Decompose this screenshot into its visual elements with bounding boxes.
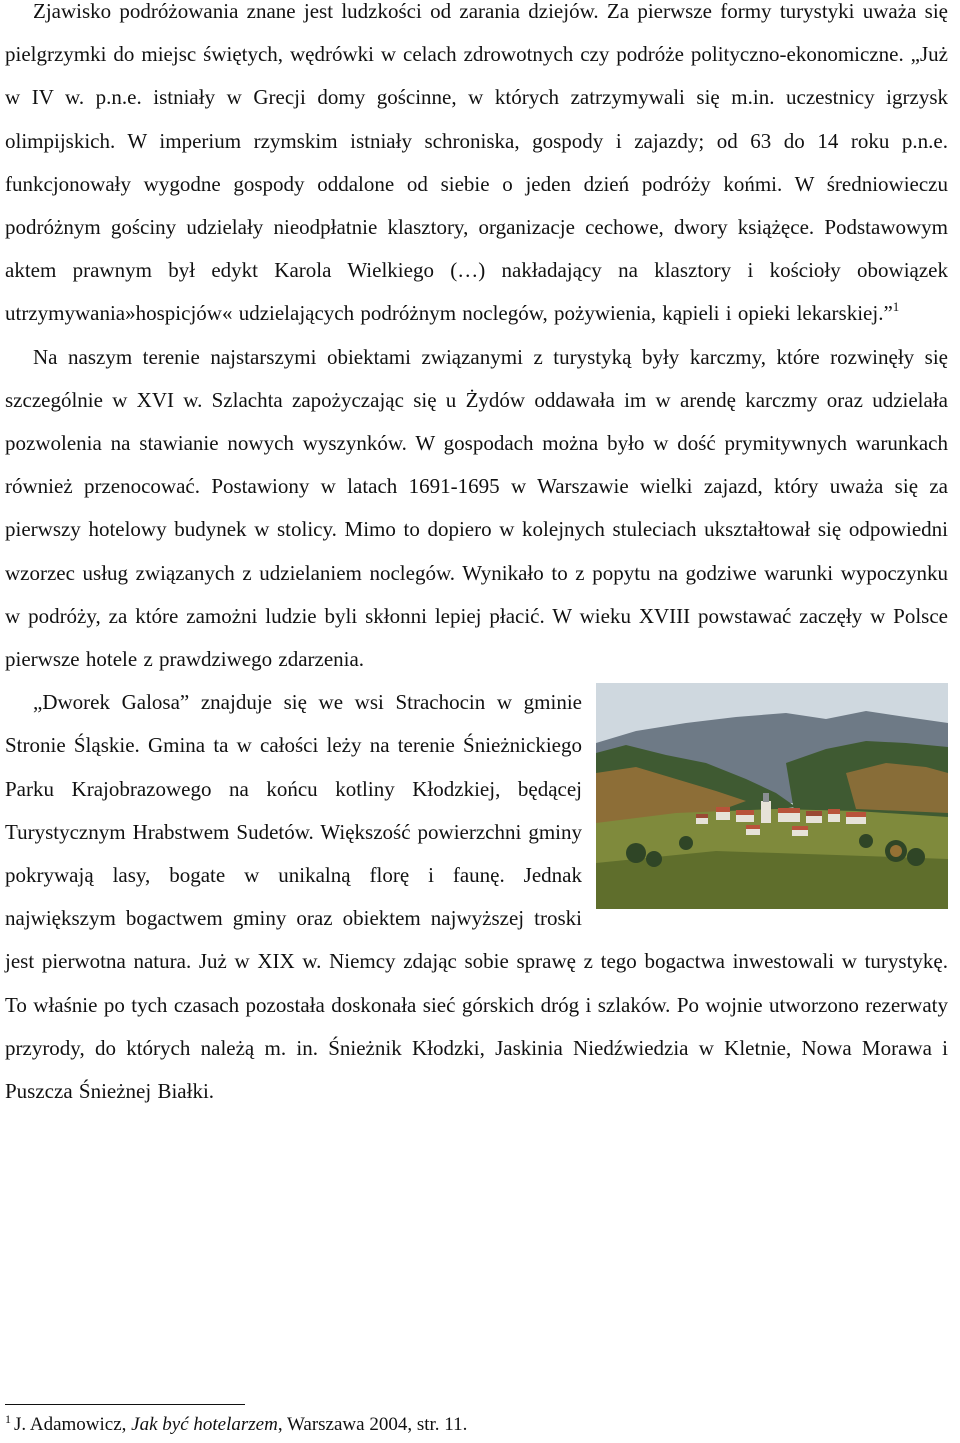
landscape-photo-image [596,683,948,909]
document-page [5,0,948,1113]
footnote [5,1412,467,1438]
paragraph-dworek [5,681,948,1113]
paragraph-inns: Na naszym terenie najstarszymi obiektami związanymi z turystyką były karczmy, które rozwinęły się szczególnie w XVI w. Szlachta zapożyczając się u Żydów oddawała im w arendę karczmy oraz udzielała pozwolenia na stawianie nowych wyszynków. W gospodach można było w dość prymitywnych warunkach również przenocować. Postawiony w latach 1691-1695 w Warszawie wielki zajazd, który uważa się za pierwszy hotelowy budynek w stolicy. Mimo to dopiero w kolejnych stuleciach ukształtował się odpowiedni wzorzec usług związanych z udzielaniem noclegów. Wynikało to z popytu na godziwe warunki wypoczynku w podróży, za które zamożni ludzie byli skłonni lepiej płacić. W wieku XVIII powstawać zaczęły w Polsce pierwsze hotele z prawdziwego zdarzenia. [5,344,948,672]
footnote-reference[interactable]: 1 [892,299,900,315]
footnote-title: Jak być hotelarzem [131,1414,278,1435]
footnote-number: 1 [5,1412,11,1426]
footnote-author: J. Adamowicz, [14,1414,132,1435]
paragraph-dworek-text: „Dworek Galosa” znajduje się we wsi Strachocin w gminie Stronie Śląskie. Gmina ta w całości leży na terenie Śnieżnickiego Parku Krajobrazowego na końcu kotliny Kłodzkiej, będącej Turystycznym Hrabstwem Sudetów. Większość powierzchni gminy pokrywają lasy, bogate w unikalną florę i faunę. Jednak największym bogactwem gminy oraz obiektem najwyższej troski jest pierwotna natura. Już w XIX w. Niemcy zdając sobie sprawę z tego bogactwa inwestowali w turystykę. To właśnie po tych czasach pozostała doskonała sieć górskich dróg i szlaków. Po wojnie utworzono rezerwaty przyrody, do których należą m. in. Śnieżnik Kłodzki, Jaskinia Niedźwiedzia w Kletnie, Nowa Morawa i Puszcza Śnieżnej Białki. [5,690,948,1104]
footnote-divider [5,1404,245,1405]
footnote-details: , Warszawa 2004, str. 11. [277,1414,468,1435]
paragraph-history-text: Zjawisko podróżowania znane jest ludzkości od zarania dziejów. Za pierwsze formy turystyki uważa się pielgrzymki do miejsc świętych, wędrówki w celach zdrowotnych czy podróże polityczno-ekonomiczne. „Już w IV w. p.n.e. istniały w Grecji domy gościnne, w których zatrzymywali się m.in. uczestnicy igrzysk olimpijskich. W imperium rzymskim istniały schroniska, gospody i zajazdy; od 63 do 14 roku p.n.e. funkcjonowały wygodne gospody oddalone od siebie o jeden dzień podróży końmi. W średniowieczu podróżnym gościny udzielały nieodpłatnie klasztory, organizacje cechowe, dwory książęce. Podstawowym aktem prawnym był edykt Karola Wielkiego (…) nakładający na klasztory i kościoły obowiązek utrzymywania»hospicjów« udzielających podróżnym noclegów, pożywienia, kąpieli i opieki lekarskiej.” [5,0,948,326]
paragraph-history [5,0,948,336]
landscape-photo [596,683,948,909]
